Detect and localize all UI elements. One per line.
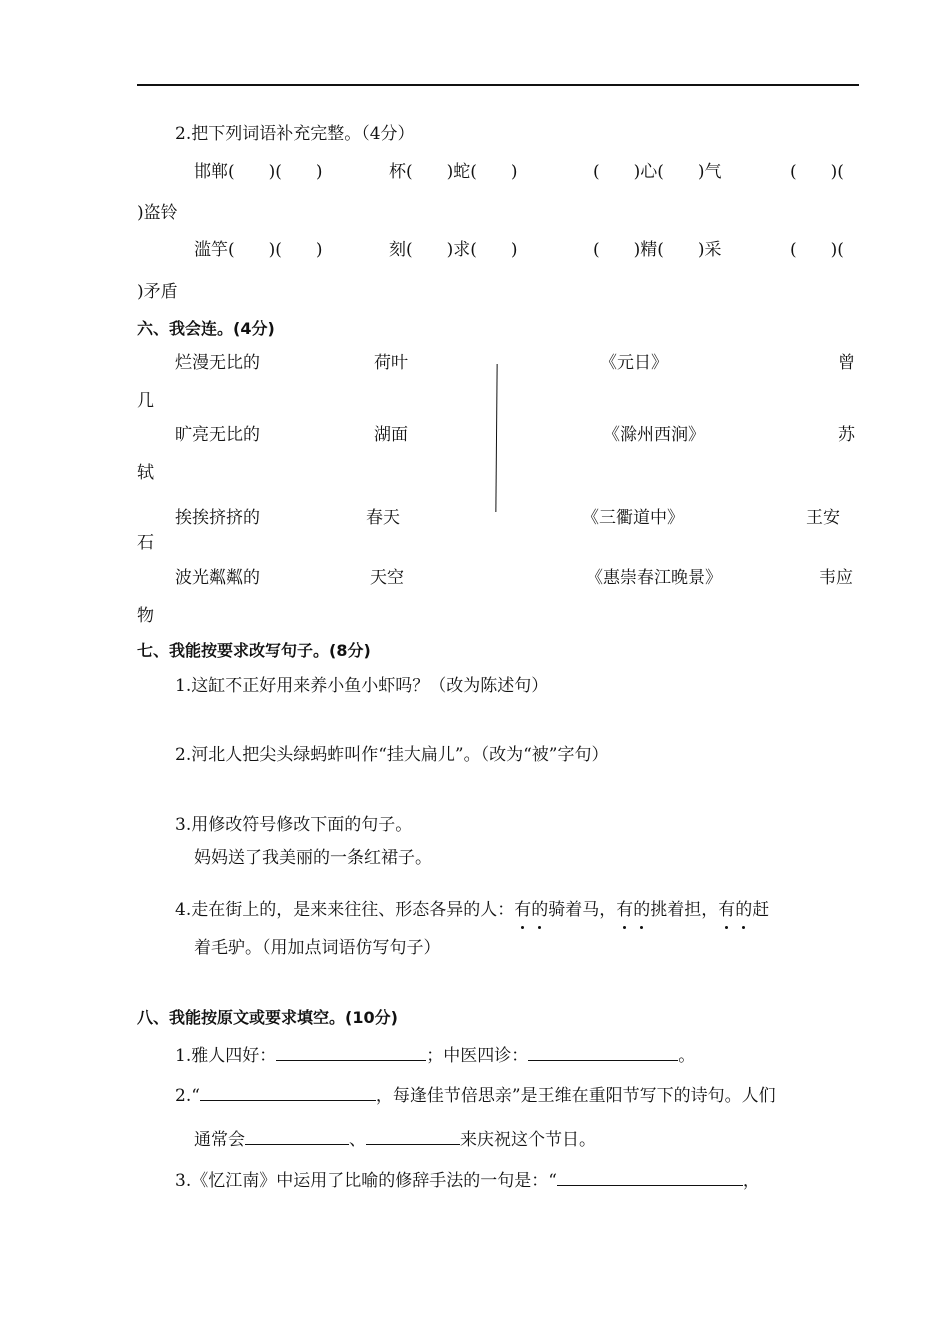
match-author-cont: 物: [137, 606, 154, 626]
q2-item: 滥竽( )( ): [194, 240, 323, 260]
answer-blank[interactable]: [245, 1126, 349, 1145]
section-7-title: 七、我能按要求改写句子。(8分): [137, 641, 371, 660]
s7-q3: 3.用修改符号修改下面的句子。: [175, 815, 413, 835]
s8-q1-text: ；中医四诊：: [426, 1046, 529, 1066]
match-noun: 天空: [370, 568, 404, 588]
answer-blank[interactable]: [557, 1167, 743, 1186]
match-noun: 荷叶: [374, 353, 408, 373]
s8-q1: [175, 1042, 695, 1067]
q2-item: 邯郸( )( ): [194, 162, 323, 182]
match-author-cont: 轼: [137, 463, 154, 483]
match-noun: 湖面: [374, 425, 408, 445]
s7-q4-text: 赶: [752, 900, 770, 920]
match-poem: 《滁州西涧》: [603, 425, 705, 445]
s8-q2-text: 、: [349, 1130, 366, 1150]
s7-q4-line2: 着毛驴。（用加点词语仿写句子）: [194, 938, 441, 958]
s7-q4-text: 4.走在街上的，是来来往往、形态各异的人：: [175, 900, 515, 920]
dotted-word: 有的: [616, 900, 651, 920]
q2-title: 2.把下列词语补充完整。（4分）: [175, 124, 415, 144]
match-author: 苏: [838, 425, 855, 445]
s7-q1: 1.这缸不正好用来养小鱼小虾吗？（改为陈述句）: [175, 676, 549, 696]
match-poem: 《元日》: [600, 353, 668, 373]
answer-blank[interactable]: [276, 1042, 426, 1061]
s8-q2-text: 通常会: [194, 1130, 245, 1150]
s8-q2-cont: [194, 1126, 596, 1151]
match-author: 韦应: [819, 568, 853, 588]
match-poem: 《惠崇春江晚景》: [586, 568, 722, 588]
s8-q3: [175, 1167, 760, 1192]
dotted-word: 有的: [514, 900, 549, 920]
s7-q4-text: 骑着马，: [548, 900, 617, 920]
dotted-word: 有的: [718, 900, 753, 920]
s8-q2: [175, 1082, 776, 1107]
match-author: 王安: [806, 508, 840, 528]
s8-q3-text: 3.《忆江南》中运用了比喻的修辞手法的一句是：“: [175, 1171, 557, 1191]
q2-continuation: )矛盾: [137, 282, 178, 302]
s7-q4-line1: [175, 899, 769, 921]
section-6-title: 六、我会连。(4分): [137, 319, 275, 338]
match-noun: 春天: [366, 508, 400, 528]
s8-q2-text: 2.“: [175, 1086, 200, 1106]
match-author-cont: 几: [137, 391, 154, 411]
s8-q1-text: 1.雅人四好：: [175, 1046, 277, 1066]
s8-q3-text: ，: [742, 1171, 760, 1191]
q2-item: ( )(: [790, 162, 844, 182]
q2-item: ( )(: [790, 240, 844, 260]
match-phrase: 挨挨挤挤的: [175, 508, 260, 528]
s8-q2-text: ，每逢佳节倍思亲”是王维在重阳节写下的诗句。人们: [375, 1086, 776, 1106]
s7-q2: 2.河北人把尖头绿蚂蚱叫作“挂大扁儿”。（改为“被”字句）: [175, 745, 609, 765]
match-phrase: 旷亮无比的: [175, 425, 260, 445]
q2-item: ( )精( )采: [593, 240, 722, 260]
q2-item: 杯( )蛇( ): [389, 162, 518, 182]
section-8-title: 八、我能按原文或要求填空。(10分): [137, 1008, 398, 1027]
s7-q3-sentence: 妈妈送了我美丽的一条红裙子。: [194, 848, 432, 868]
s8-q2-text: 来庆祝这个节日。: [460, 1130, 596, 1150]
match-phrase: 波光粼粼的: [175, 568, 260, 588]
s7-q4-text: 挑着担，: [650, 900, 719, 920]
s8-q1-text: 。: [678, 1046, 696, 1066]
match-poem: 《三衢道中》: [582, 508, 684, 528]
match-author: 曾: [838, 353, 855, 373]
answer-blank[interactable]: [200, 1082, 376, 1101]
match-divider: [495, 364, 497, 512]
match-author-cont: 石: [137, 533, 154, 553]
match-phrase: 烂漫无比的: [175, 353, 260, 373]
answer-blank[interactable]: [528, 1042, 678, 1061]
q2-continuation: )盗铃: [137, 203, 178, 223]
q2-item: ( )心( )气: [593, 162, 722, 182]
answer-blank[interactable]: [366, 1126, 460, 1145]
header-rule: [137, 84, 859, 86]
q2-item: 刻( )求( ): [389, 240, 518, 260]
